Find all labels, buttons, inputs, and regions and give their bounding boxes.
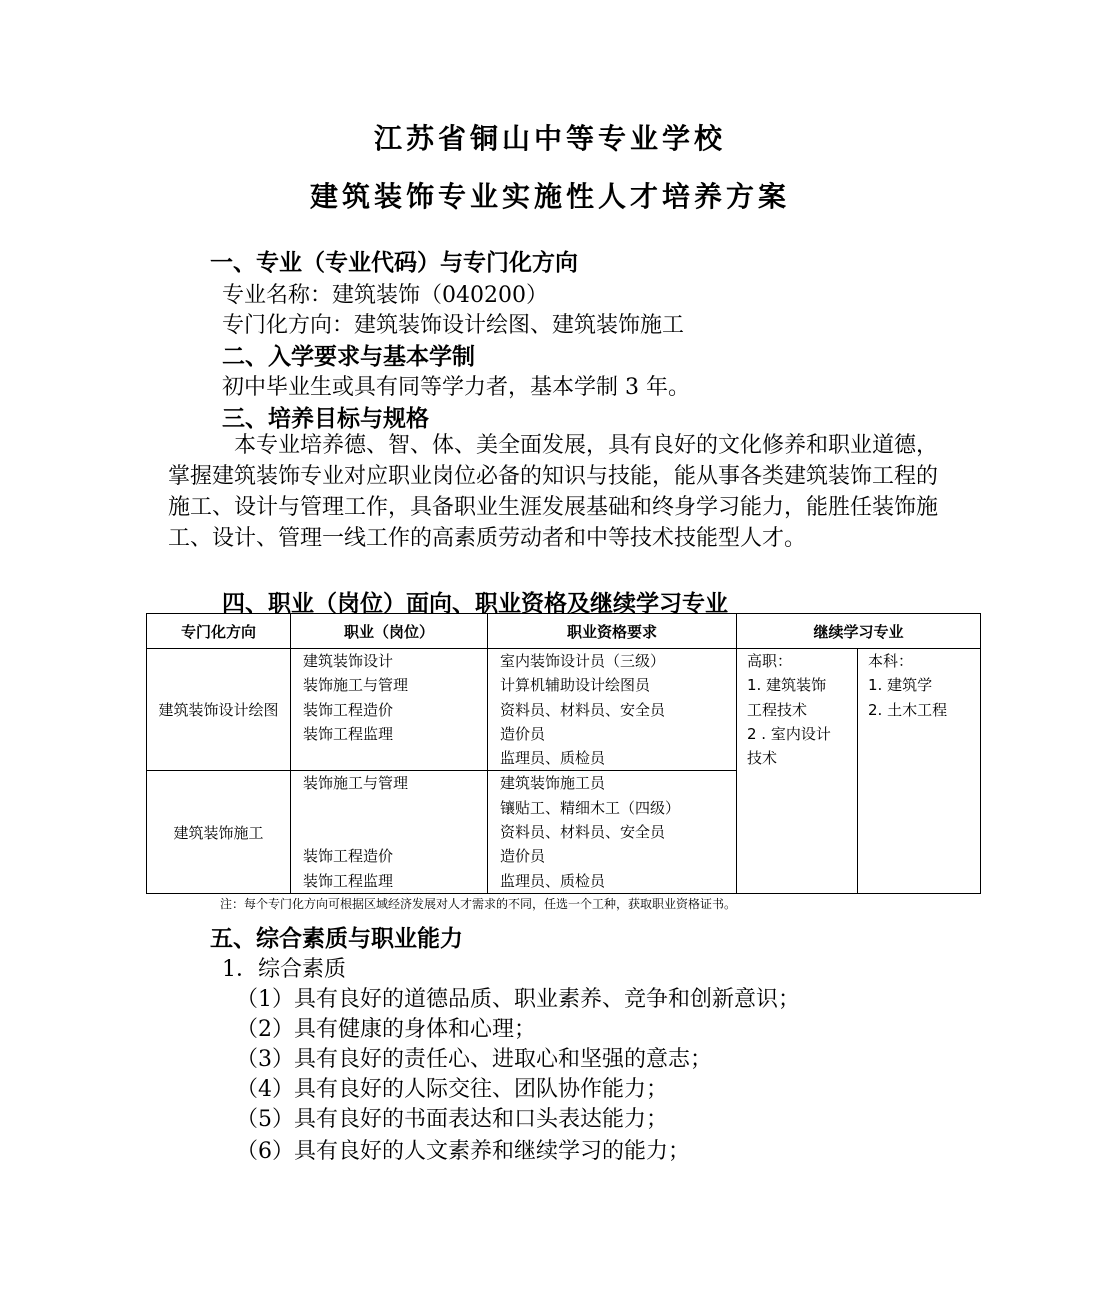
qualification-item: 室内装饰设计员（三级）: [500, 652, 666, 670]
job-item: 建筑装饰设计: [303, 652, 394, 670]
jobs-cell: [291, 771, 488, 893]
header-further-study: 继续学习专业: [737, 614, 981, 649]
job-item: 装饰施工与管理: [303, 774, 409, 793]
undergraduate-item: 2. 土木工程: [868, 700, 948, 719]
direction-label: 建筑装饰设计绘图: [158, 700, 279, 719]
training-goal-paragraph: [168, 430, 938, 554]
qualification-item: 监理员、质检员: [500, 871, 606, 890]
job-item: 装饰工程监理: [303, 871, 394, 890]
list-item: （5）具有良好的书面表达和口头表达能力；: [236, 1107, 668, 1132]
section2-heading: 二、入学要求与基本学制: [222, 343, 475, 370]
table-header-row: [147, 614, 981, 649]
section3-heading: 三、培养目标与规格: [222, 405, 429, 432]
qualification-item: 监理员、质检员: [500, 749, 606, 768]
list-item: （2）具有健康的身体和心理；: [236, 1017, 536, 1042]
header-direction: 专门化方向: [147, 614, 291, 649]
higher-vocational-item: 2 . 室内设计: [747, 724, 831, 743]
qualification-item: 计算机辅助设计绘图员: [500, 676, 651, 695]
higher-vocational-item: 1. 建筑装饰: [747, 676, 827, 695]
undergraduate-item: 本科：: [868, 652, 914, 670]
direction-cell: [147, 771, 291, 893]
qualification-item: 资料员、材料员、安全员: [500, 823, 666, 842]
job-item: 装饰工程监理: [303, 724, 394, 743]
qualifications-cell: [488, 649, 737, 771]
list-item: （6）具有良好的人文素养和继续学习的能力；: [236, 1139, 690, 1164]
job-item: 装饰工程造价: [303, 847, 394, 866]
job-item: [291, 820, 487, 844]
section5-subheading: 1．综合素质: [222, 957, 346, 982]
higher-vocational-item: 高职：: [747, 652, 793, 670]
qualification-item: 建筑装饰施工员: [500, 774, 606, 793]
section5-heading: 五、综合素质与职业能力: [210, 925, 463, 952]
major-name: 专业名称：建筑装饰（040200）: [222, 283, 548, 308]
undergraduate-cell: [858, 649, 981, 894]
job-item: 装饰施工与管理: [303, 676, 409, 695]
specialization-directions: 专门化方向：建筑装饰设计绘图、建筑装饰施工: [222, 313, 685, 338]
table-note: 注：每个专门化方向可根据区域经济发展对人才需求的不同，任选一个工种，获取职业资格证书。: [220, 897, 737, 911]
higher-vocational-cell: [737, 649, 858, 894]
header-qualification: 职业资格要求: [488, 614, 737, 649]
direction-label: 建筑装饰施工: [173, 823, 264, 842]
qualification-item: 资料员、材料员、安全员: [500, 700, 666, 719]
job-item: [291, 796, 487, 820]
jobs-cell: [291, 649, 488, 771]
section1-heading: 一、专业（专业代码）与专门化方向: [210, 249, 578, 276]
school-name: 江苏省铜山中等专业学校: [373, 122, 726, 155]
enrollment-text: 初中毕业生或具有同等学力者，基本学制 3 年。: [222, 375, 690, 400]
qualification-table: [146, 613, 981, 894]
job-item: 装饰工程造价: [303, 700, 394, 719]
undergraduate-item: 1. 建筑学: [868, 676, 933, 695]
list-item: （4）具有良好的人际交往、团队协作能力；: [236, 1077, 668, 1102]
qualifications-cell: [488, 771, 737, 893]
header-job: 职业（岗位）: [291, 614, 488, 649]
list-item: （3）具有良好的责任心、进取心和坚强的意志；: [236, 1047, 712, 1072]
qualification-item: 镶贴工、精细木工（四级）: [500, 798, 681, 817]
table-row: [147, 649, 981, 771]
higher-vocational-item: 技术: [747, 749, 778, 768]
higher-vocational-item: 工程技术: [747, 700, 808, 719]
direction-cell: [147, 649, 291, 771]
list-item: （1）具有良好的道德品质、职业素养、竞争和创新意识；: [236, 987, 800, 1012]
section4-heading: 四、职业（岗位）面向、职业资格及继续学习专业: [222, 590, 728, 617]
qualification-item: 造价员: [500, 724, 546, 743]
training-goal-text: 本专业培养德、智、体、美全面发展，具有良好的文化修养和职业道德，掌握建筑装饰专业对应职业岗位必备的知识与技能，能从事各类建筑装饰工程的施工、设计与管理工作，具备职业生涯发展基础和终身学习能力，能胜任装饰施工、设计、管理一线工作的高素质劳动者和中等技术技能型人才。: [168, 433, 939, 551]
document-title: 建筑装饰专业实施性人才培养方案: [309, 180, 790, 213]
qualification-item: 造价员: [500, 847, 546, 866]
